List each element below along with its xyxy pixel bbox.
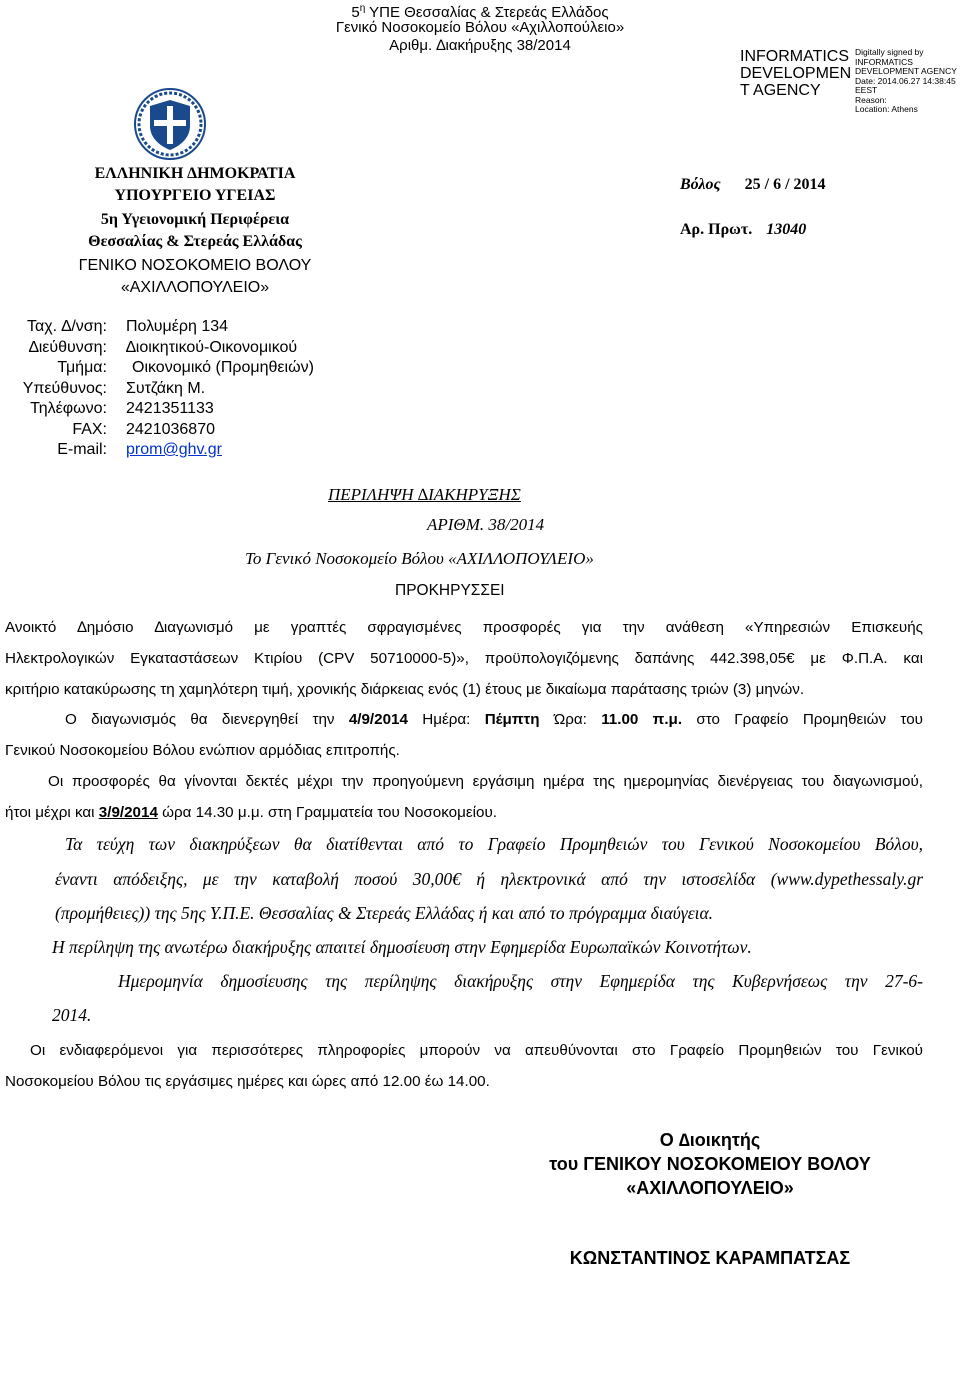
- notice-number: ΑΡΙΘΜ. 38/2014: [427, 515, 545, 534]
- hospital-name: ΓΕΝΙΚΟ ΝΟΣΟΚΟΜΕΙΟ ΒΟΛΟΥ: [78, 257, 312, 274]
- paragraph-line: (προμήθειες)) της 5ης Υ.Π.Ε. Θεσσαλίας & Στερεάς Ελλάδας ή και από το πρόγραμμα διαύγεια.: [55, 903, 714, 923]
- header-line-2: Γενικό Νοσοκομείο Βόλου «Αχιλλοπούλειο»: [335, 19, 625, 36]
- date-line: Βόλος 25 / 6 / 2014: [680, 176, 826, 193]
- contact-row: Τμήμα: Οικονομικό (Προμηθειών): [57, 359, 314, 376]
- signatory-hospital-name: «ΑΧΙΛΛΟΠΟΥΛΕΙΟ»: [626, 1178, 794, 1198]
- contact-details: [0, 317, 360, 461]
- header-line-1: $5^\eta$ ΥΠΕ Θεσσαλίας & Στερεάς Ελλάδος: [351, 3, 609, 21]
- ministry-name: ΥΠΟΥΡΓΕΙΟ ΥΓΕΙΑΣ: [114, 187, 276, 204]
- health-region-area: Θεσσαλίας & Στερεάς Ελλάδας: [88, 233, 302, 250]
- signatory-hospital: του ΓΕΝΙΚΟΥ ΝΟΣΟΚΟΜΕΙΟΥ ΒΟΛΟΥ: [549, 1154, 871, 1174]
- paragraph-line: Ανοικτό ∆ημόσιο ∆ιαγωνισμό με γραπτές σφραγισμένες προσφορές για την ανάθεση «Υπηρεσιών Επισκευής: [5, 619, 923, 636]
- paragraph-line: Οι ενδιαφερόμενοι για περισσότερες πληροφορίες μπορούν να απευθύνονται στο Γραφείο Προμηθειών του Γενικού: [30, 1042, 923, 1059]
- signatory-role: Ο ∆ιοικητής: [659, 1130, 761, 1150]
- paragraph-line: κριτήριο κατακύρωσης τη χαμηλότερη τιμή, χρονικής διάρκειας ενός (1) έτους με δικαίωμα παράτασης τριών (3) μηνών.: [5, 681, 805, 698]
- country-name: ΕΛΛΗΝΙΚΗ ∆ΗΜΟΚΡΑΤΙΑ: [94, 165, 296, 182]
- paragraph-line: Τα τεύχη των διακηρύξεων θα διατίθενται από το Γραφείο Προμηθειών του Γενικού Νοσοκομείου Βόλου,: [65, 834, 923, 854]
- proclaims-word: ΠΡΟΚΗΡΥΣΣΕΙ: [395, 582, 505, 599]
- paragraph-line: Νοσοκομείου Βόλου τις εργάσιμες ημέρες και ώρες από 12.00 έω 14.00.: [5, 1073, 490, 1090]
- coat-of-arms-icon: [134, 88, 206, 160]
- paragraph-line: Οι προσφορές θα γίνονται δεκτές μέχρι την προηγούμενη εργάσιμη ημέρα της ημερομηνίας διενέργειας του διαγωνισμού,: [48, 773, 923, 790]
- contact-row: E-mail: prom@ghv.gr: [0, 440, 360, 461]
- paragraph-line: 2014.: [52, 1005, 92, 1025]
- header-line-3: Αριθμ. ∆ιακήρυξης 38/2014: [389, 37, 571, 54]
- auction-date-line: Ο διαγωνισμός θα διενεργηθεί την 4/9/2014 Ημέρα: Πέμπτη Ώρα: 11.00 π.μ. στο Γραφείο Προμηθειών του: [65, 711, 923, 728]
- contact-row: Τηλέφωνο: 2421351133: [30, 400, 214, 417]
- deadline-line: ήτοι μέχρι και 3/9/2014 ώρα 14.30 μ.μ. στη Γραμματεία του Νοσοκομείου.: [5, 804, 497, 821]
- contact-row: Υπεύθυνος: Συτζάκη Μ.: [22, 379, 206, 397]
- protocol-line: Αρ. Πρωτ. 13040: [680, 221, 807, 238]
- paragraph-line: Ηλεκτρολογικών Εγκαταστάσεων Κτιρίου (CPV 50710000-5)», προϋπολογιζόμενης δαπάνης 442.398,05€ με Φ.Π.Α. και: [5, 650, 923, 667]
- paragraph-line: έναντι απόδειξης, με την καταβολή ποσού 30,00€ ή ηλεκτρονικά από την ιστοσελίδα (www.dypethessaly.gr: [55, 869, 923, 889]
- signatory-name: ΚΩΝΣΤΑΝΤΙΝΟΣ ΚΑΡΑΜΠΑΤΣΑΣ: [569, 1248, 851, 1268]
- email-link[interactable]: prom@ghv.gr: [126, 441, 222, 458]
- contact-row: ∆ιεύθυνση: ∆ιοικητικού-Οικονομικού: [28, 338, 298, 356]
- digital-signer-name: INFORMATICS DEVELOPMEN T AGENCY: [740, 48, 852, 99]
- paragraph-line: Ημερομηνία δημοσίευσης της περίληψης διακήρυξης στην Εφημερίδα της Κυβερνήσεως την 27-6-: [118, 971, 923, 991]
- hospital-subname: «ΑΧΙΛΛΟΠΟΥΛΕΙΟ»: [120, 279, 270, 296]
- issuer-line: Το Γενικό Νοσοκομείο Βόλου «ΑΧΙΛΛΟΠΟΥΛΕΙΟ»: [245, 549, 594, 568]
- paragraph-line: Η περίληψη της ανωτέρω διακήρυξης απαιτεί δημοσίευση στην Εφημερίδα Ευρωπαϊκών Κοινοτήτων.: [52, 937, 752, 957]
- health-region: 5η Υγειονομική Περιφέρεια: [100, 211, 290, 228]
- contact-row: Ταχ. ∆/νση: Πολυμέρη 134: [26, 318, 229, 335]
- paragraph-line: Γενικού Νοσοκομείου Βόλου ενώπιον αρμόδιας επιτροπής.: [5, 742, 400, 759]
- digital-signature-details: Digitally signed by INFORMATICS DEVELOPMENT AGENCY Date: 2014.06.27 14:38:45 EEST Reason: Location: Athens: [855, 47, 957, 114]
- contact-row: FAX: 2421036870: [72, 420, 215, 438]
- notice-title: ΠΕΡΙΛΗΨΗ ∆ΙΑΚΗΡΥΞΗΣ: [328, 485, 521, 504]
